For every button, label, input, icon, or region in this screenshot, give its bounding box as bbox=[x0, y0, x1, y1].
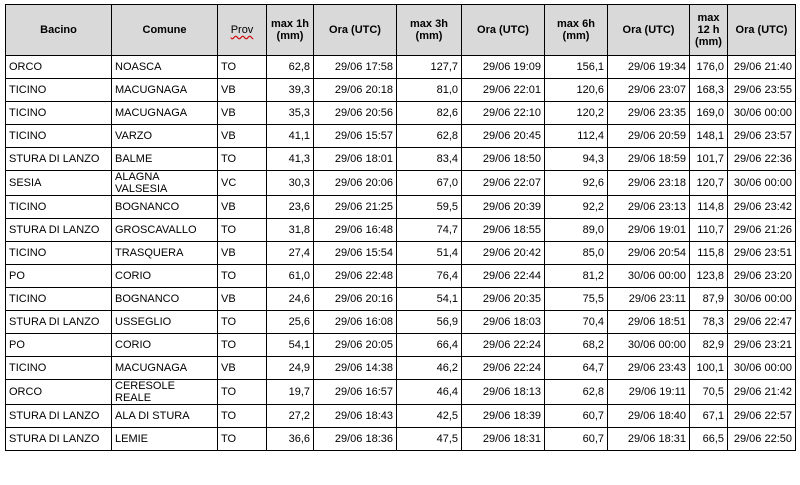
cell-bacino: TICINO bbox=[6, 196, 112, 219]
cell-ora-6h: 29/06 23:13 bbox=[608, 196, 690, 219]
table-row bbox=[6, 79, 796, 102]
header-ora-12h: Ora (UTC) bbox=[728, 5, 796, 56]
cell-max-6h: 64,7 bbox=[545, 357, 608, 380]
header-row bbox=[6, 5, 796, 56]
cell-max-3h: 81,0 bbox=[397, 79, 462, 102]
cell-max-3h: 74,7 bbox=[397, 219, 462, 242]
cell-bacino: PO bbox=[6, 265, 112, 288]
cell-max-1h: 24,6 bbox=[267, 288, 314, 311]
cell-ora-12h: 30/06 00:00 bbox=[728, 357, 796, 380]
cell-max-1h: 62,8 bbox=[267, 56, 314, 79]
cell-ora-3h: 29/06 20:35 bbox=[462, 288, 545, 311]
cell-max-12h: 87,9 bbox=[690, 288, 728, 311]
cell-ora-1h: 29/06 14:38 bbox=[314, 357, 397, 380]
cell-ora-6h: 29/06 23:11 bbox=[608, 288, 690, 311]
cell-max-12h: 82,9 bbox=[690, 334, 728, 357]
cell-max-6h: 94,3 bbox=[545, 148, 608, 171]
cell-ora-12h: 29/06 22:36 bbox=[728, 148, 796, 171]
cell-comune: ALA DI STURA bbox=[112, 405, 218, 428]
cell-max-12h: 101,7 bbox=[690, 148, 728, 171]
cell-ora-1h: 29/06 16:57 bbox=[314, 380, 397, 405]
cell-max-3h: 47,5 bbox=[397, 428, 462, 451]
cell-ora-3h: 29/06 22:44 bbox=[462, 265, 545, 288]
cell-prov: TO bbox=[218, 334, 267, 357]
cell-bacino: SESIA bbox=[6, 171, 112, 196]
cell-prov: TO bbox=[218, 428, 267, 451]
table-row bbox=[6, 102, 796, 125]
table-row bbox=[6, 125, 796, 148]
cell-ora-3h: 29/06 22:24 bbox=[462, 357, 545, 380]
cell-comune: LEMIE bbox=[112, 428, 218, 451]
cell-bacino: STURA DI LANZO bbox=[6, 148, 112, 171]
header-max-1h: max 1h (mm) bbox=[267, 5, 314, 56]
cell-ora-1h: 29/06 20:06 bbox=[314, 171, 397, 196]
cell-max-1h: 54,1 bbox=[267, 334, 314, 357]
cell-ora-12h: 29/06 23:20 bbox=[728, 265, 796, 288]
cell-comune: CERESOLE REALE bbox=[112, 380, 218, 405]
cell-ora-6h: 29/06 19:01 bbox=[608, 219, 690, 242]
cell-prov: TO bbox=[218, 56, 267, 79]
cell-max-12h: 148,1 bbox=[690, 125, 728, 148]
cell-ora-1h: 29/06 16:48 bbox=[314, 219, 397, 242]
cell-prov: VB bbox=[218, 288, 267, 311]
cell-max-3h: 83,4 bbox=[397, 148, 462, 171]
header-max-6h: max 6h (mm) bbox=[545, 5, 608, 56]
cell-ora-12h: 30/06 00:00 bbox=[728, 288, 796, 311]
header-ora-1h: Ora (UTC) bbox=[314, 5, 397, 56]
cell-max-12h: 66,5 bbox=[690, 428, 728, 451]
cell-max-3h: 54,1 bbox=[397, 288, 462, 311]
cell-comune: BOGNANCO bbox=[112, 288, 218, 311]
cell-max-1h: 61,0 bbox=[267, 265, 314, 288]
header-ora-3h: Ora (UTC) bbox=[462, 5, 545, 56]
cell-max-1h: 25,6 bbox=[267, 311, 314, 334]
cell-max-3h: 82,6 bbox=[397, 102, 462, 125]
cell-ora-3h: 29/06 20:45 bbox=[462, 125, 545, 148]
cell-max-3h: 59,5 bbox=[397, 196, 462, 219]
cell-max-12h: 169,0 bbox=[690, 102, 728, 125]
cell-ora-12h: 30/06 00:00 bbox=[728, 102, 796, 125]
cell-max-6h: 92,2 bbox=[545, 196, 608, 219]
cell-ora-12h: 29/06 23:55 bbox=[728, 79, 796, 102]
cell-comune: BALME bbox=[112, 148, 218, 171]
cell-ora-3h: 29/06 20:39 bbox=[462, 196, 545, 219]
cell-ora-12h: 29/06 21:42 bbox=[728, 380, 796, 405]
header-bacino: Bacino bbox=[6, 5, 112, 56]
cell-max-3h: 46,2 bbox=[397, 357, 462, 380]
cell-comune: BOGNANCO bbox=[112, 196, 218, 219]
cell-max-1h: 27,4 bbox=[267, 242, 314, 265]
cell-max-1h: 35,3 bbox=[267, 102, 314, 125]
table-row bbox=[6, 242, 796, 265]
cell-ora-1h: 29/06 21:25 bbox=[314, 196, 397, 219]
cell-ora-6h: 29/06 18:31 bbox=[608, 428, 690, 451]
cell-ora-12h: 29/06 23:57 bbox=[728, 125, 796, 148]
cell-max-12h: 120,7 bbox=[690, 171, 728, 196]
cell-max-1h: 39,3 bbox=[267, 79, 314, 102]
cell-ora-1h: 29/06 20:16 bbox=[314, 288, 397, 311]
cell-max-12h: 176,0 bbox=[690, 56, 728, 79]
cell-comune: MACUGNAGA bbox=[112, 102, 218, 125]
table-row bbox=[6, 288, 796, 311]
table-row bbox=[6, 56, 796, 79]
cell-bacino: TICINO bbox=[6, 357, 112, 380]
table-row bbox=[6, 311, 796, 334]
cell-prov: TO bbox=[218, 311, 267, 334]
cell-max-1h: 31,8 bbox=[267, 219, 314, 242]
cell-ora-6h: 29/06 23:43 bbox=[608, 357, 690, 380]
cell-ora-3h: 29/06 18:55 bbox=[462, 219, 545, 242]
cell-comune: MACUGNAGA bbox=[112, 79, 218, 102]
cell-max-6h: 60,7 bbox=[545, 405, 608, 428]
cell-ora-12h: 29/06 22:47 bbox=[728, 311, 796, 334]
cell-max-12h: 123,8 bbox=[690, 265, 728, 288]
cell-max-6h: 68,2 bbox=[545, 334, 608, 357]
cell-bacino: STURA DI LANZO bbox=[6, 219, 112, 242]
header-prov-label: Prov bbox=[230, 24, 254, 36]
cell-max-6h: 75,5 bbox=[545, 288, 608, 311]
cell-comune: GROSCAVALLO bbox=[112, 219, 218, 242]
cell-ora-3h: 29/06 18:39 bbox=[462, 405, 545, 428]
header-max-12h: max 12 h (mm) bbox=[690, 5, 728, 56]
table-row bbox=[6, 219, 796, 242]
cell-max-1h: 23,6 bbox=[267, 196, 314, 219]
table-row bbox=[6, 265, 796, 288]
cell-ora-3h: 29/06 19:09 bbox=[462, 56, 545, 79]
table-row bbox=[6, 380, 796, 405]
cell-max-1h: 19,7 bbox=[267, 380, 314, 405]
cell-ora-3h: 29/06 22:07 bbox=[462, 171, 545, 196]
cell-ora-1h: 29/06 15:54 bbox=[314, 242, 397, 265]
cell-prov: VB bbox=[218, 125, 267, 148]
cell-ora-1h: 29/06 18:36 bbox=[314, 428, 397, 451]
cell-max-12h: 110,7 bbox=[690, 219, 728, 242]
table-row bbox=[6, 334, 796, 357]
cell-max-1h: 41,1 bbox=[267, 125, 314, 148]
cell-max-3h: 66,4 bbox=[397, 334, 462, 357]
cell-ora-3h: 29/06 22:10 bbox=[462, 102, 545, 125]
header-prov bbox=[218, 5, 267, 56]
cell-ora-6h: 29/06 20:59 bbox=[608, 125, 690, 148]
cell-ora-6h: 29/06 23:35 bbox=[608, 102, 690, 125]
cell-bacino: TICINO bbox=[6, 102, 112, 125]
cell-max-12h: 114,8 bbox=[690, 196, 728, 219]
cell-bacino: TICINO bbox=[6, 288, 112, 311]
cell-ora-3h: 29/06 18:31 bbox=[462, 428, 545, 451]
cell-max-3h: 46,4 bbox=[397, 380, 462, 405]
header-comune: Comune bbox=[112, 5, 218, 56]
cell-prov: VB bbox=[218, 79, 267, 102]
cell-bacino: STURA DI LANZO bbox=[6, 428, 112, 451]
cell-ora-6h: 29/06 19:34 bbox=[608, 56, 690, 79]
cell-max-6h: 70,4 bbox=[545, 311, 608, 334]
cell-ora-1h: 29/06 20:18 bbox=[314, 79, 397, 102]
cell-max-3h: 67,0 bbox=[397, 171, 462, 196]
table-header bbox=[6, 5, 796, 56]
cell-ora-6h: 29/06 23:07 bbox=[608, 79, 690, 102]
cell-prov: TO bbox=[218, 219, 267, 242]
cell-max-12h: 78,3 bbox=[690, 311, 728, 334]
cell-max-12h: 115,8 bbox=[690, 242, 728, 265]
cell-max-12h: 168,3 bbox=[690, 79, 728, 102]
cell-prov: TO bbox=[218, 405, 267, 428]
table-row bbox=[6, 428, 796, 451]
cell-ora-6h: 29/06 20:54 bbox=[608, 242, 690, 265]
cell-ora-1h: 29/06 18:01 bbox=[314, 148, 397, 171]
cell-prov: VB bbox=[218, 102, 267, 125]
cell-ora-6h: 29/06 18:59 bbox=[608, 148, 690, 171]
cell-ora-6h: 29/06 18:51 bbox=[608, 311, 690, 334]
cell-max-6h: 62,8 bbox=[545, 380, 608, 405]
cell-max-12h: 67,1 bbox=[690, 405, 728, 428]
cell-prov: VB bbox=[218, 357, 267, 380]
cell-max-1h: 27,2 bbox=[267, 405, 314, 428]
cell-bacino: PO bbox=[6, 334, 112, 357]
cell-ora-12h: 30/06 00:00 bbox=[728, 171, 796, 196]
cell-max-6h: 112,4 bbox=[545, 125, 608, 148]
cell-comune: CORIO bbox=[112, 334, 218, 357]
cell-ora-1h: 29/06 22:48 bbox=[314, 265, 397, 288]
cell-max-1h: 41,3 bbox=[267, 148, 314, 171]
cell-prov: TO bbox=[218, 380, 267, 405]
cell-ora-3h: 29/06 22:01 bbox=[462, 79, 545, 102]
cell-bacino: STURA DI LANZO bbox=[6, 311, 112, 334]
cell-ora-12h: 29/06 23:21 bbox=[728, 334, 796, 357]
cell-max-6h: 60,7 bbox=[545, 428, 608, 451]
cell-max-3h: 42,5 bbox=[397, 405, 462, 428]
cell-ora-3h: 29/06 22:24 bbox=[462, 334, 545, 357]
cell-bacino: TICINO bbox=[6, 125, 112, 148]
cell-ora-6h: 30/06 00:00 bbox=[608, 334, 690, 357]
rainfall-table-container bbox=[5, 4, 796, 451]
header-ora-6h: Ora (UTC) bbox=[608, 5, 690, 56]
cell-comune: TRASQUERA bbox=[112, 242, 218, 265]
cell-max-12h: 100,1 bbox=[690, 357, 728, 380]
cell-ora-12h: 29/06 22:50 bbox=[728, 428, 796, 451]
cell-prov: TO bbox=[218, 148, 267, 171]
cell-ora-1h: 29/06 20:05 bbox=[314, 334, 397, 357]
cell-bacino: STURA DI LANZO bbox=[6, 405, 112, 428]
cell-comune: VARZO bbox=[112, 125, 218, 148]
table-row bbox=[6, 196, 796, 219]
cell-prov: TO bbox=[218, 265, 267, 288]
cell-ora-1h: 29/06 15:57 bbox=[314, 125, 397, 148]
cell-max-6h: 89,0 bbox=[545, 219, 608, 242]
cell-comune: ALAGNA VALSESIA bbox=[112, 171, 218, 196]
cell-ora-1h: 29/06 18:43 bbox=[314, 405, 397, 428]
cell-max-1h: 36,6 bbox=[267, 428, 314, 451]
cell-ora-3h: 29/06 18:50 bbox=[462, 148, 545, 171]
cell-prov: VB bbox=[218, 242, 267, 265]
table-row bbox=[6, 148, 796, 171]
cell-comune: MACUGNAGA bbox=[112, 357, 218, 380]
cell-ora-6h: 29/06 23:18 bbox=[608, 171, 690, 196]
cell-max-1h: 24,9 bbox=[267, 357, 314, 380]
cell-ora-6h: 29/06 19:11 bbox=[608, 380, 690, 405]
table-row bbox=[6, 357, 796, 380]
cell-max-6h: 85,0 bbox=[545, 242, 608, 265]
cell-ora-1h: 29/06 20:56 bbox=[314, 102, 397, 125]
cell-ora-3h: 29/06 18:13 bbox=[462, 380, 545, 405]
table-row bbox=[6, 405, 796, 428]
cell-comune: USSEGLIO bbox=[112, 311, 218, 334]
cell-max-3h: 62,8 bbox=[397, 125, 462, 148]
cell-max-3h: 56,9 bbox=[397, 311, 462, 334]
cell-max-6h: 120,2 bbox=[545, 102, 608, 125]
table-body bbox=[6, 56, 796, 451]
cell-prov: VC bbox=[218, 171, 267, 196]
cell-bacino: ORCO bbox=[6, 56, 112, 79]
cell-bacino: TICINO bbox=[6, 242, 112, 265]
cell-ora-12h: 29/06 22:57 bbox=[728, 405, 796, 428]
cell-comune: NOASCA bbox=[112, 56, 218, 79]
cell-ora-12h: 29/06 21:26 bbox=[728, 219, 796, 242]
cell-ora-12h: 29/06 23:51 bbox=[728, 242, 796, 265]
cell-prov: VB bbox=[218, 196, 267, 219]
cell-comune: CORIO bbox=[112, 265, 218, 288]
cell-max-6h: 81,2 bbox=[545, 265, 608, 288]
cell-max-3h: 76,4 bbox=[397, 265, 462, 288]
cell-max-3h: 51,4 bbox=[397, 242, 462, 265]
cell-ora-12h: 29/06 23:42 bbox=[728, 196, 796, 219]
cell-ora-1h: 29/06 16:08 bbox=[314, 311, 397, 334]
cell-max-6h: 156,1 bbox=[545, 56, 608, 79]
cell-max-6h: 92,6 bbox=[545, 171, 608, 196]
cell-bacino: TICINO bbox=[6, 79, 112, 102]
cell-ora-6h: 29/06 18:40 bbox=[608, 405, 690, 428]
table-row bbox=[6, 171, 796, 196]
cell-max-1h: 30,3 bbox=[267, 171, 314, 196]
cell-ora-6h: 30/06 00:00 bbox=[608, 265, 690, 288]
header-max-3h: max 3h (mm) bbox=[397, 5, 462, 56]
cell-max-12h: 70,5 bbox=[690, 380, 728, 405]
cell-ora-3h: 29/06 18:03 bbox=[462, 311, 545, 334]
cell-ora-3h: 29/06 20:42 bbox=[462, 242, 545, 265]
cell-bacino: ORCO bbox=[6, 380, 112, 405]
rainfall-table bbox=[5, 4, 796, 451]
cell-ora-1h: 29/06 17:58 bbox=[314, 56, 397, 79]
cell-max-6h: 120,6 bbox=[545, 79, 608, 102]
cell-max-3h: 127,7 bbox=[397, 56, 462, 79]
cell-ora-12h: 29/06 21:40 bbox=[728, 56, 796, 79]
